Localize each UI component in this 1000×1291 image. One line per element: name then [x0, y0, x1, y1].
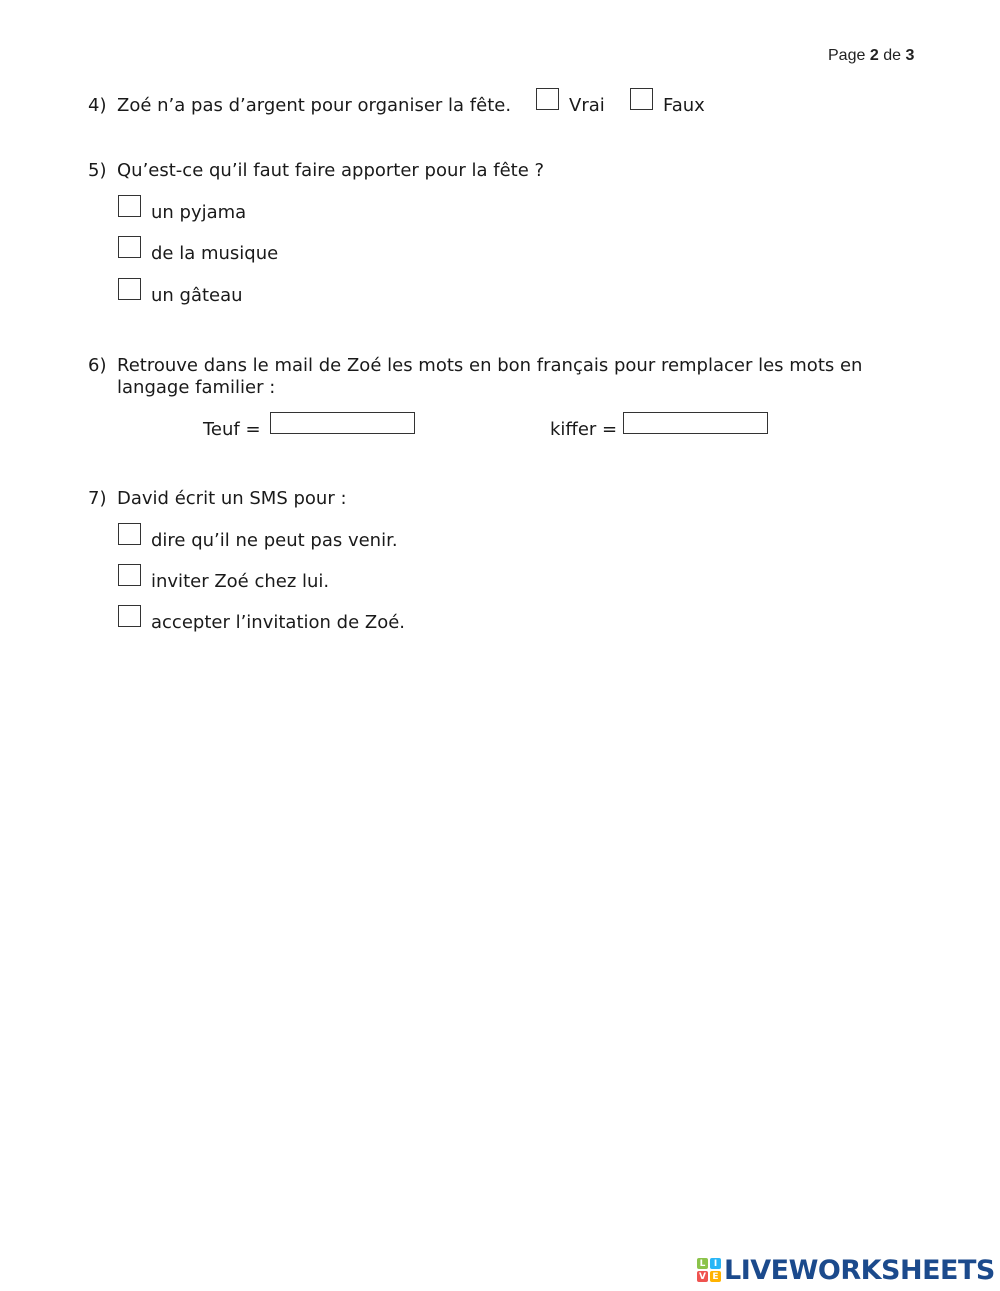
- page-number: [828, 48, 914, 64]
- logo-letter: L: [697, 1258, 708, 1269]
- page-sep: de: [883, 47, 901, 64]
- logo-letter: I: [710, 1258, 721, 1269]
- q7-option-label: dire qu’il ne peut pas venir.: [151, 530, 398, 551]
- logo-letter: V: [697, 1271, 708, 1282]
- q5-option-checkbox[interactable]: [118, 278, 141, 300]
- q7-option-checkbox[interactable]: [118, 605, 141, 627]
- q6-number: 6): [88, 355, 107, 376]
- logo-text: LIVEWORKSHEETS: [724, 1254, 995, 1286]
- q5-option-label: un pyjama: [151, 202, 247, 223]
- q7-option-checkbox[interactable]: [118, 564, 141, 586]
- q7-text: David écrit un SMS pour :: [117, 488, 347, 509]
- q4-false-label: Faux: [663, 95, 705, 116]
- q4-number: 4): [88, 95, 107, 116]
- q6-text-line2: langage familier :: [117, 377, 276, 398]
- page-current: 2: [869, 47, 879, 64]
- page-label: Page: [828, 47, 866, 64]
- q4-false-checkbox[interactable]: [630, 88, 653, 110]
- page-total: 3: [905, 47, 915, 64]
- q7-option-label: accepter l’invitation de Zoé.: [151, 612, 406, 633]
- q5-option-label: un gâteau: [151, 285, 243, 306]
- q4-true-label: Vrai: [569, 95, 605, 116]
- q6-field2-label: kiffer =: [550, 419, 618, 440]
- liveworksheets-logo: [697, 1256, 995, 1284]
- q7-option-checkbox[interactable]: [118, 523, 141, 545]
- teuf-answer-field[interactable]: [270, 412, 415, 434]
- kiffer-answer-field[interactable]: [623, 412, 768, 434]
- q5-text: Qu’est-ce qu’il faut faire apporter pour la fête ?: [117, 160, 545, 181]
- q5-number: 5): [88, 160, 107, 181]
- q7-option-label: inviter Zoé chez lui.: [151, 571, 330, 592]
- logo-letter: E: [710, 1271, 721, 1282]
- q4-true-checkbox[interactable]: [536, 88, 559, 110]
- q5-option-label: de la musique: [151, 243, 279, 264]
- q7-number: 7): [88, 488, 107, 509]
- q5-option-checkbox[interactable]: [118, 195, 141, 217]
- q6-field1-label: Teuf =: [203, 419, 261, 440]
- q5-option-checkbox[interactable]: [118, 236, 141, 258]
- q6-text-line1: Retrouve dans le mail de Zoé les mots en bon français pour remplacer les mots en: [117, 355, 863, 376]
- q4-text: Zoé n’a pas d’argent pour organiser la fête.: [117, 95, 512, 116]
- logo-mark-icon: [697, 1258, 721, 1282]
